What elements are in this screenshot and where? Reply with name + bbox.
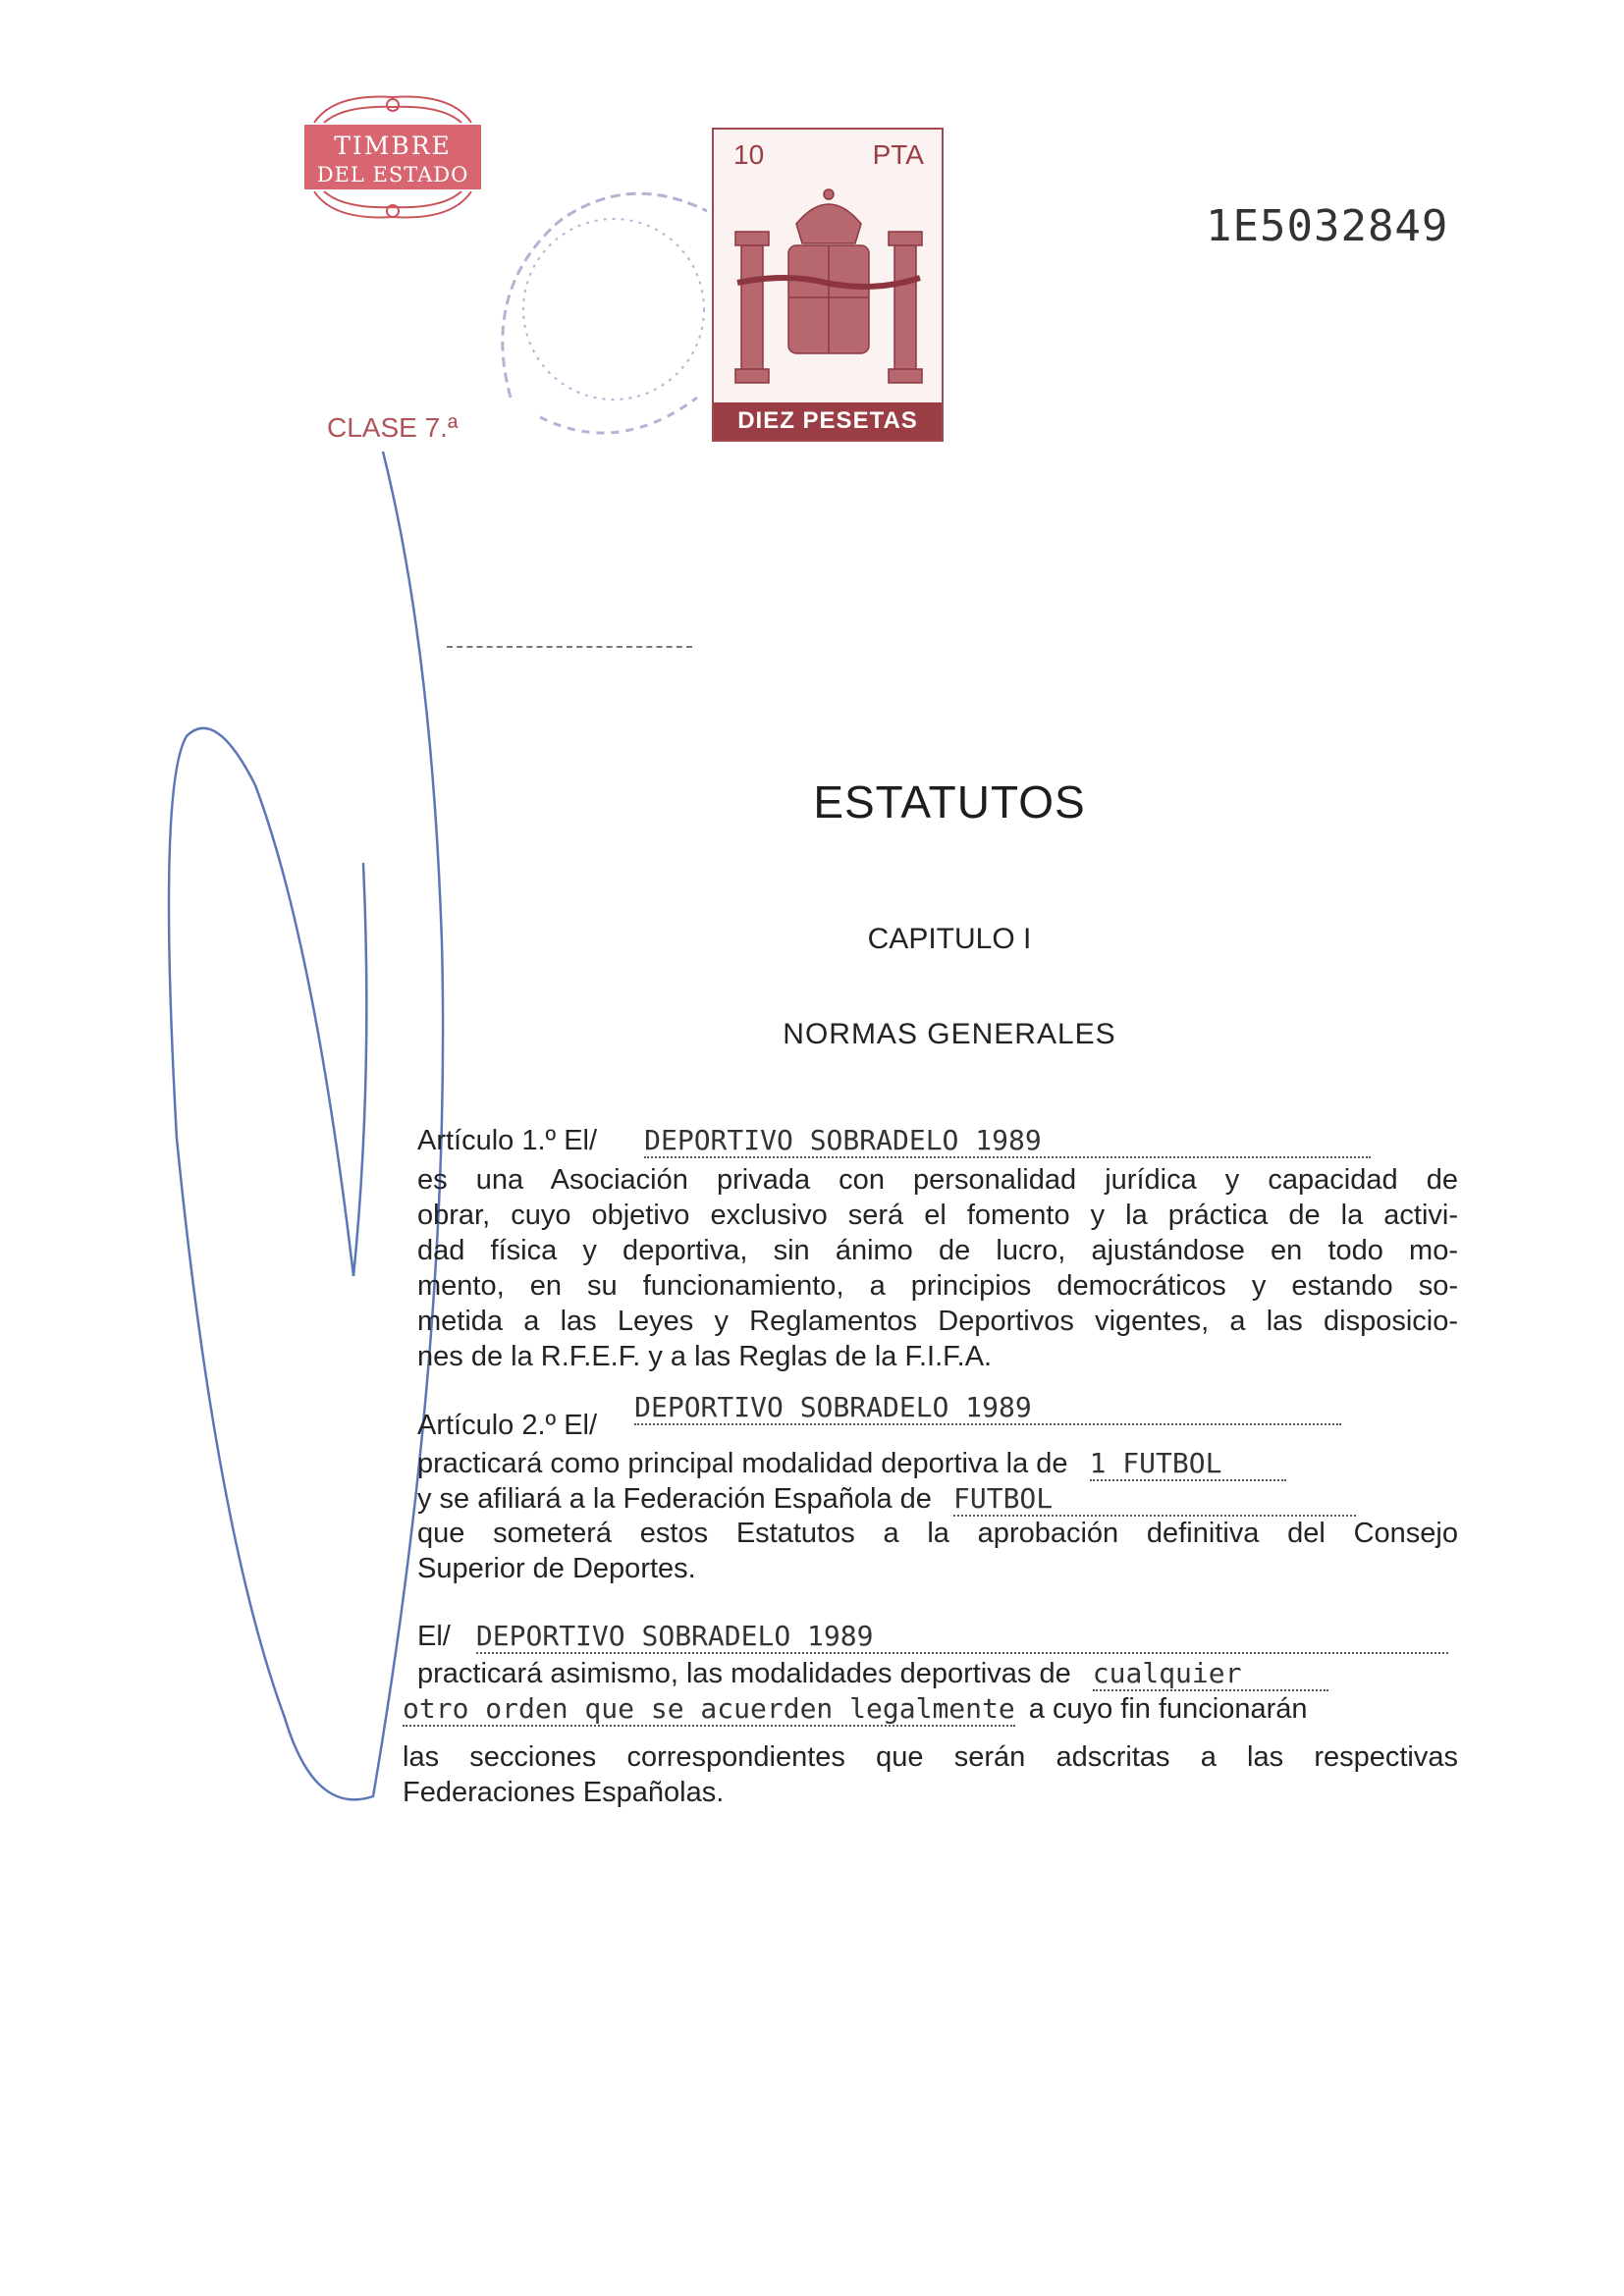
club-name-fill: DEPORTIVO SOBRADELO 1989 (644, 1124, 1371, 1158)
logo-line-2: DEL ESTADO (316, 163, 469, 187)
document-title: ESTATUTOS (813, 776, 1086, 828)
coat-of-arms-icon (728, 175, 930, 400)
notary-seal (481, 172, 746, 447)
cualquier-fill: cualquier (1093, 1657, 1328, 1691)
serial-number: 1E5032849 (1206, 201, 1449, 251)
paragraph-3-line-3: las secciones correspondientes que serán adscritas a las respectivas (403, 1741, 1458, 1773)
stamp-footer: DIEZ PESETAS (714, 402, 942, 440)
article-1-label: Artículo 1.º El/ (417, 1125, 598, 1156)
article-2-line-1 (417, 1447, 1286, 1481)
paragraph-3-line-4: Federaciones Españolas. (403, 1777, 725, 1808)
dashed-rule (447, 646, 692, 648)
paragraph-3-line-1 (417, 1657, 1328, 1691)
article-1-line: metida a las Leyes y Reglamentos Deportivos vigentes, a las disposicio- (417, 1306, 1458, 1337)
article-1-line: dad física y deportiva, sin ánimo de lucro, ajustándose en todo mo- (417, 1235, 1458, 1266)
federacion-fill: FUTBOL (953, 1482, 1356, 1517)
chapter-heading: CAPITULO I (867, 923, 1032, 955)
article-2-label: Artículo 2.º El/ (417, 1410, 598, 1441)
paragraph-3-header (417, 1620, 1448, 1654)
article-2-text: y se afiliará a la Federación Española de (417, 1483, 932, 1515)
article-1-line: nes de la R.F.E.F. y a las Reglas de la F.I.F.A. (417, 1341, 993, 1372)
stamp-class: CLASE 7.ª (327, 412, 459, 443)
article-2-header (417, 1391, 1341, 1443)
article-1-line: obrar, cuyo objetivo exclusivo será el fomento y la práctica de la activi- (417, 1200, 1458, 1231)
modalidad-fill: 1 FUTBOL (1090, 1447, 1286, 1481)
paragraph-3-label: El/ (417, 1621, 451, 1652)
club-name-fill: DEPORTIVO SOBRADELO 1989 (476, 1620, 1448, 1654)
club-name-fill: DEPORTIVO SOBRADELO 1989 (634, 1391, 1341, 1425)
paragraph-3-text: practicará asimismo, las modalidades deportivas de (417, 1658, 1071, 1689)
section-heading: NORMAS GENERALES (783, 1018, 1116, 1050)
timbre-del-estado-logo (295, 83, 491, 231)
article-1-header (417, 1124, 1371, 1158)
fiscal-stamp (712, 128, 944, 442)
paragraph-3-line-2 (403, 1692, 1308, 1726)
logo-line-1: TIMBRE (334, 132, 452, 160)
paragraph-3-text: a cuyo fin funcionarán (1028, 1693, 1308, 1725)
article-1-line: es una Asociación privada con personalidad jurídica y capacidad de (417, 1164, 1458, 1196)
article-1-line: mento, en su funcionamiento, a principios democráticos y estando so- (417, 1270, 1458, 1302)
article-2-text: practicará como principal modalidad deportiva la de (417, 1448, 1068, 1479)
article-2-line-3: que someterá estos Estatutos a la aprobación definitiva del Consejo (417, 1518, 1458, 1549)
stamp-value: 10 (733, 139, 765, 170)
article-2-line-2 (417, 1482, 1356, 1517)
otro-orden-fill: otro orden que se acuerden legalmente (403, 1692, 1015, 1725)
stamp-currency: PTA (872, 139, 924, 170)
article-2-line-4: Superior de Deportes. (417, 1553, 696, 1584)
